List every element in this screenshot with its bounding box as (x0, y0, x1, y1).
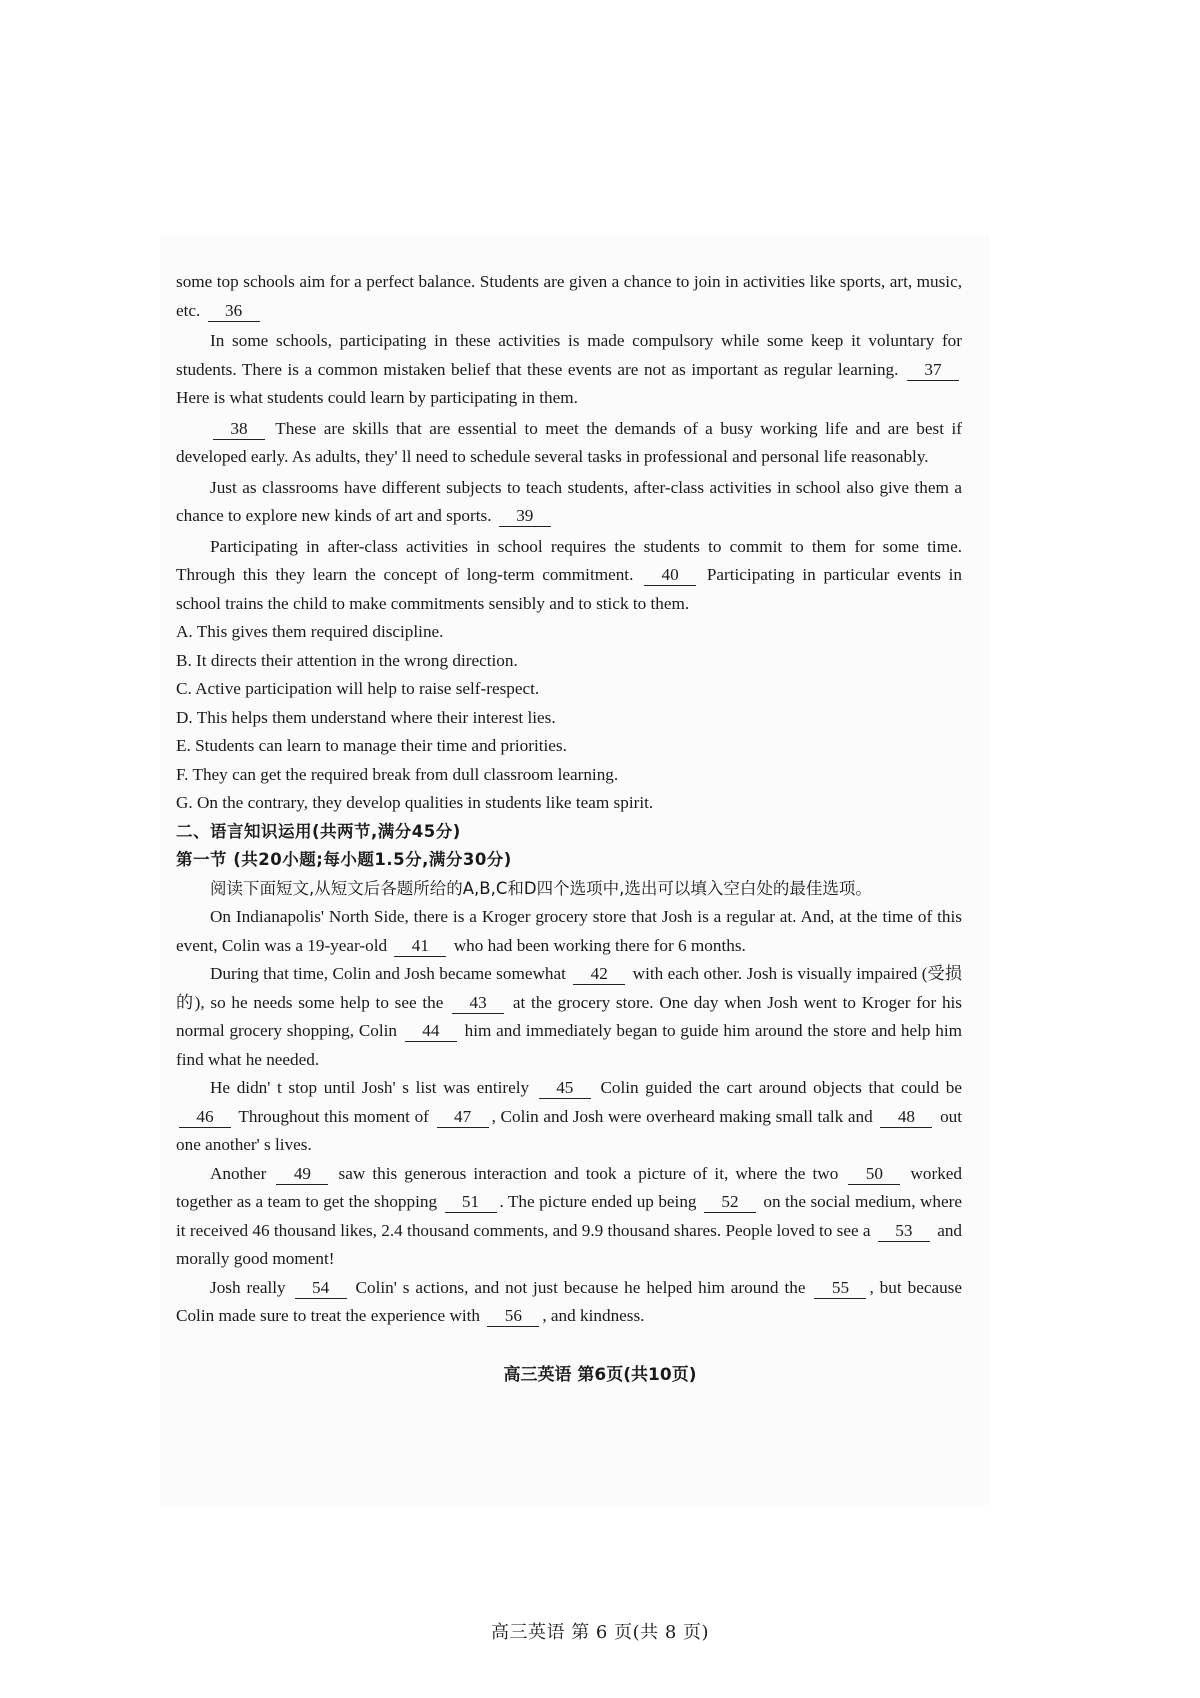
paragraph (176, 327, 962, 413)
blank-51: 51 (445, 1192, 497, 1213)
passage-text: saw this generous interaction and took a picture of it, where the two (338, 1163, 839, 1183)
passage-text: worked together as a team to get the shopping (176, 1163, 963, 1211)
blank-36: 36 (208, 301, 260, 322)
paragraph (176, 268, 962, 325)
option-f: F. They can get the required break from dull classroom learning. (176, 764, 619, 784)
passage-text: These are skills that are essential to meet the demands of a busy working life and are best if developed early. As adults, they' ll need to schedule several tasks in professional and personal life reasonably. (176, 418, 962, 466)
passage-text: some top schools aim for a perfect balance. Students are given a chance to join in activities like sports, art, music, etc. (176, 272, 962, 320)
paragraph (176, 474, 962, 531)
option-e: E. Students can learn to manage their time and priorities. (176, 736, 567, 755)
blank-45: 45 (539, 1078, 591, 1099)
passage-text: with each other. Josh is visually impaired (受损的), so he needs some help to see the (176, 964, 963, 1012)
passage-text: him and immediately began to guide him around the store and help him find what he needed. (176, 1021, 963, 1069)
passage-text: On Indianapolis' North Side, there is a Kroger grocery store that Josh is a regular at. And, at the time of this event, Colin was a 19-year-old (176, 907, 962, 955)
paragraph (176, 1160, 962, 1274)
blank-44: 44 (405, 1021, 457, 1042)
passage-text: , but because Colin made sure to treat the experience with (176, 1277, 962, 1325)
passage-text: and morally good moment! (176, 1220, 963, 1268)
blank-46: 46 (179, 1107, 231, 1128)
blank-48: 48 (880, 1107, 932, 1128)
passage-text: Participating in particular events in school trains the child to make commitments sensibly and to stick to them. (176, 565, 962, 613)
paragraph (176, 1274, 962, 1331)
section-heading: 二、语言知识运用(共两节,满分45分) (176, 821, 461, 841)
blank-49: 49 (276, 1164, 328, 1185)
scan-page-number: 高三英语 第6页(共10页) (503, 1365, 697, 1385)
blank-41: 41 (394, 936, 446, 957)
passage-text: Josh really (210, 1277, 286, 1297)
passage-text: , Colin and Josh were overheard making small talk and (491, 1106, 873, 1126)
passage-text: who had been working there for 6 months. (453, 935, 746, 955)
passage-text: Just as classrooms have different subjects to teach students, after-class activities in school also give them a chance to explore new kinds of art and sports. (176, 477, 962, 525)
option-c: C. Active participation will help to raise self-respect. (176, 679, 540, 698)
passage-text: Colin' s actions, and not just because he helped him around the (355, 1277, 806, 1297)
page-footer: 高三英语 第 6 页(共 8 页) (490, 1622, 710, 1643)
passage-text: , and kindness. (542, 1306, 645, 1325)
passage-text: Here is what students could learn by participating in them. (176, 388, 578, 407)
passage-text: on the social medium, where it received 46 thousand likes, 2.4 thousand comments, and 9.9 thousand shares. People loved to see a (176, 1192, 963, 1240)
paragraph (176, 903, 962, 960)
passage-text: He didn' t stop until Josh' s list was entirely (210, 1078, 530, 1097)
passage-text: at the grocery store. One day when Josh went to Kroger for his normal grocery shopping, Colin (176, 992, 962, 1040)
passage-text: out one another' s lives. (176, 1106, 963, 1154)
blank-38: 38 (213, 419, 265, 440)
blank-56: 56 (487, 1306, 539, 1327)
blank-50: 50 (848, 1164, 900, 1185)
options-list (176, 618, 962, 818)
blank-43: 43 (452, 993, 504, 1014)
passage-text: Participating in after-class activities in school requires the students to commit to them for some time. Through this they learn the concept of long-term commitment. (176, 536, 962, 584)
paragraph (176, 1074, 962, 1160)
passage-text: Another (210, 1163, 267, 1183)
blank-52: 52 (704, 1192, 756, 1213)
part-heading: 第一节 (共20小题;每小题1.5分,满分30分) (176, 850, 512, 869)
blank-54: 54 (295, 1278, 347, 1299)
passage-text: During that time, Colin and Josh became somewhat (210, 964, 566, 983)
blank-55: 55 (814, 1278, 866, 1299)
passage-text: . The picture ended up being (499, 1192, 697, 1211)
option-g: G. On the contrary, they develop qualities in students like team spirit. (176, 793, 654, 812)
paragraph (176, 960, 962, 1074)
option-a: A. This gives them required discipline. (176, 622, 444, 641)
passage-text: In some schools, participating in these activities is made compulsory while some keep it voluntary for students. There is a common mistaken belief that these events are not as important as regular learning. (176, 331, 962, 379)
blank-40: 40 (644, 565, 696, 586)
blank-39: 39 (499, 506, 551, 527)
blank-53: 53 (878, 1221, 930, 1242)
passage-text: Throughout this moment of (238, 1106, 429, 1126)
blank-47: 47 (437, 1107, 489, 1128)
passage-text: Colin guided the cart around objects that could be (600, 1078, 963, 1097)
option-d: D. This helps them understand where their interest lies. (176, 707, 556, 727)
exam-content (176, 268, 962, 1331)
paragraph (176, 415, 962, 472)
instructions: 阅读下面短文,从短文后各题所给的A,B,C和D四个选项中,选出可以填入空白处的最佳选项。 (210, 878, 872, 898)
option-b: B. It directs their attention in the wrong direction. (176, 650, 518, 670)
blank-37: 37 (907, 360, 959, 381)
paragraph (176, 533, 962, 619)
blank-42: 42 (573, 964, 625, 985)
